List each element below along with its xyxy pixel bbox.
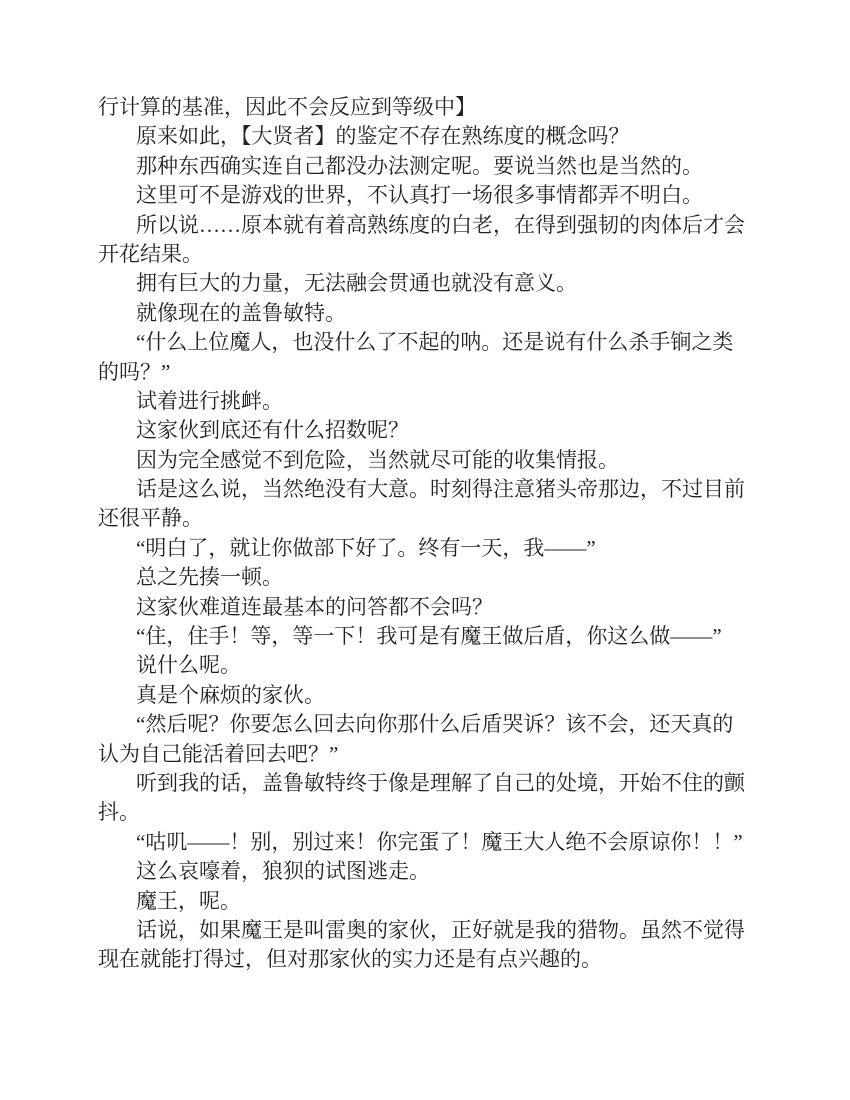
text-line: 这么哀嚎着，狼狈的试图逃走。 [136,859,430,884]
text-line: 认为自己能活着回去吧？” [98,741,339,766]
text-line: 这里可不是游戏的世界，不认真打一场很多事情都弄不明白。 [136,183,703,208]
text-line: 试着进行挑衅。 [136,388,283,413]
text-line: 抖。 [98,800,140,825]
text-line: “住，住手！等，等一下！我可是有魔王做后盾，你这么做——” [136,624,722,649]
text-line: 原来如此，【大贤者】的鉴定不存在熟练度的概念吗？ [136,124,630,149]
text-line: 这家伙难道连最基本的问答都不会吗？ [136,594,493,619]
text-line: 说什么呢。 [136,653,241,678]
text-line: 总之先揍一顿。 [136,565,283,590]
text-line: 行计算的基准，因此不会反应到等级中】 [98,95,476,119]
text-line: “咕叽——！别，别过来！你完蛋了！魔王大人绝不会原谅你！！” [136,829,743,854]
text-line: “什么上位魔人，也没什么了不起的呐。还是说有什么杀手锏之类 [136,330,734,355]
text-line: 就像现在的盖鲁敏特。 [136,300,346,325]
text-line: 真是个麻烦的家伙。 [136,682,325,707]
text-line: 听到我的话，盖鲁敏特终于像是理解了自己的处境，开始不住的颤 [136,770,745,795]
text-content [98,93,750,975]
text-line: 魔王，呢。 [136,888,241,913]
text-line: 还很平静。 [98,506,203,531]
text-line: 话是这么说，当然绝没有大意。时刻得注意猪头帝那边，不过目前 [136,477,745,502]
text-line: 那种东西确实连自己都没办法测定呢。要说当然也是当然的。 [136,153,703,178]
text-line: “然后呢？你要怎么回去向你那什么后盾哭诉？该不会，还天真的 [136,712,734,737]
text-line: 现在就能打得过，但对那家伙的实力还是有点兴趣的。 [98,947,602,972]
text-line: 因为完全感觉不到危险，当然就尽可能的收集情报。 [136,447,619,472]
text-line: 的吗？” [98,359,171,384]
text-line: 所以说……原本就有着高熟练度的白老，在得到强韧的肉体后才会 [136,212,745,237]
text-line: 话说，如果魔王是叫雷奥的家伙，正好就是我的猎物。虽然不觉得 [136,917,745,942]
text-line: 拥有巨大的力量，无法融会贯通也就没有意义。 [136,271,577,296]
text-line: 这家伙到底还有什么招数呢？ [136,418,409,443]
text-line: “明白了，就让你做部下好了。终有一天，我——” [136,535,596,560]
text-line: 开花结果。 [98,241,203,266]
